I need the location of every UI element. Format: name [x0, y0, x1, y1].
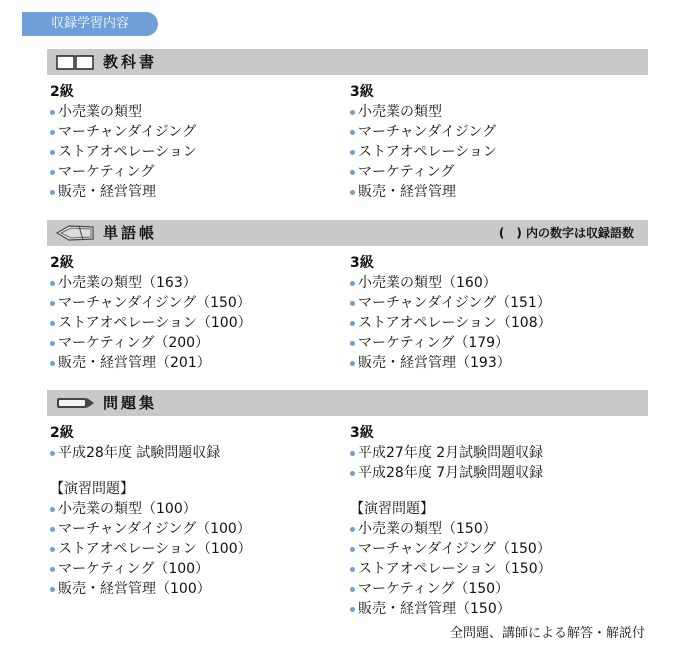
list-item: 小売業の類型（163）: [50, 273, 252, 293]
top-tab: [22, 12, 158, 36]
problems-grade2-column: [50, 423, 252, 599]
wordbook-grade2-column: [50, 253, 252, 373]
bullet-icon: [50, 150, 55, 155]
wordbook-grade3-column: [350, 253, 552, 373]
bullet-icon: [350, 190, 355, 195]
bullet-icon: [350, 321, 355, 326]
problems-grade3-column: [350, 423, 552, 619]
list-item: 販売・経営管理: [50, 182, 197, 202]
footer-note: 全問題、講師による解答・解説付: [449, 626, 645, 641]
bullet-icon: [350, 607, 355, 612]
word-cards-icon: [55, 224, 95, 242]
bullet-icon: [50, 507, 55, 512]
wordbook-section-header: [47, 220, 648, 246]
open-book-icon: [55, 53, 95, 71]
grade-heading: 3級: [350, 84, 374, 100]
list-item: 小売業の類型: [350, 102, 497, 122]
bullet-icon: [50, 110, 55, 115]
bullet-icon: [350, 341, 355, 346]
list-item: マーチャンダイジング: [350, 122, 497, 142]
bullet-icon: [50, 130, 55, 135]
bullet-icon: [50, 321, 55, 326]
textbook-section-header: [47, 49, 648, 75]
list-item: マーチャンダイジング: [50, 122, 197, 142]
list-item: マーチャンダイジング（100）: [50, 519, 252, 539]
bullet-icon: [350, 361, 355, 366]
grade-heading: 3級: [350, 255, 374, 271]
list-item: ストアオペレーション: [350, 142, 497, 162]
grade-heading: 2級: [50, 255, 74, 271]
bullet-icon: [50, 170, 55, 175]
wordbook-title: 単語帳: [103, 224, 158, 242]
exam-item: 平成28年度 7月試験問題収録: [350, 463, 552, 483]
textbook-title: 教科書: [103, 53, 158, 71]
list-item: マーチャンダイジング（151）: [350, 293, 552, 313]
bullet-icon: [50, 451, 55, 456]
list-item: マーケティング: [50, 162, 197, 182]
list-item: 販売・経営管理（193）: [350, 353, 552, 373]
list-item: マーケティング: [350, 162, 497, 182]
bullet-icon: [350, 547, 355, 552]
bullet-icon: [350, 150, 355, 155]
problems-section-header: [47, 390, 648, 416]
bullet-icon: [350, 130, 355, 135]
grade-heading: 2級: [50, 84, 74, 100]
problems-title: 問題集: [103, 394, 158, 412]
list-item: マーケティング（150）: [350, 579, 552, 599]
wordbook-note: ( ) 内の数字は収録語数: [498, 226, 634, 240]
bullet-icon: [50, 567, 55, 572]
list-item: 販売・経営管理: [350, 182, 497, 202]
bullet-icon: [50, 190, 55, 195]
list-item: ストアオペレーション（150）: [350, 559, 552, 579]
bullet-icon: [50, 547, 55, 552]
list-item: 小売業の類型（100）: [50, 499, 252, 519]
bullet-icon: [350, 110, 355, 115]
practice-label: 【演習問題】: [350, 501, 434, 517]
practice-label: 【演習問題】: [50, 481, 134, 497]
list-item: マーチャンダイジング（150）: [50, 293, 252, 313]
list-item: 小売業の類型（160）: [350, 273, 552, 293]
textbook-grade3-column: [350, 82, 497, 202]
bullet-icon: [50, 527, 55, 532]
top-tab-label: 収録学習内容: [50, 16, 129, 31]
list-item: ストアオペレーション（108）: [350, 313, 552, 333]
list-item: 販売・経営管理（201）: [50, 353, 252, 373]
list-item: 小売業の類型: [50, 102, 197, 122]
list-item: 小売業の類型（150）: [350, 519, 552, 539]
list-item: マーケティング（179）: [350, 333, 552, 353]
pencil-icon: [55, 394, 95, 412]
bullet-icon: [50, 361, 55, 366]
exam-item: 平成28年度 試験問題収録: [50, 443, 252, 463]
grade-heading: 3級: [350, 425, 374, 441]
bullet-icon: [350, 567, 355, 572]
list-item: マーケティング（200）: [50, 333, 252, 353]
list-item: マーケティング（100）: [50, 559, 252, 579]
bullet-icon: [350, 451, 355, 456]
list-item: ストアオペレーション（100）: [50, 539, 252, 559]
bullet-icon: [350, 471, 355, 476]
exam-item: 平成27年度 2月試験問題収録: [350, 443, 552, 463]
bullet-icon: [350, 301, 355, 306]
bullet-icon: [50, 341, 55, 346]
list-item: 販売・経営管理（100）: [50, 579, 252, 599]
bullet-icon: [350, 281, 355, 286]
list-item: ストアオペレーション: [50, 142, 197, 162]
bullet-icon: [350, 587, 355, 592]
bullet-icon: [50, 301, 55, 306]
textbook-grade2-column: [50, 82, 197, 202]
list-item: ストアオペレーション（100）: [50, 313, 252, 333]
list-item: マーチャンダイジング（150）: [350, 539, 552, 559]
bullet-icon: [350, 527, 355, 532]
bullet-icon: [50, 587, 55, 592]
bullet-icon: [350, 170, 355, 175]
grade-heading: 2級: [50, 425, 74, 441]
bullet-icon: [50, 281, 55, 286]
list-item: 販売・経営管理（150）: [350, 599, 552, 619]
